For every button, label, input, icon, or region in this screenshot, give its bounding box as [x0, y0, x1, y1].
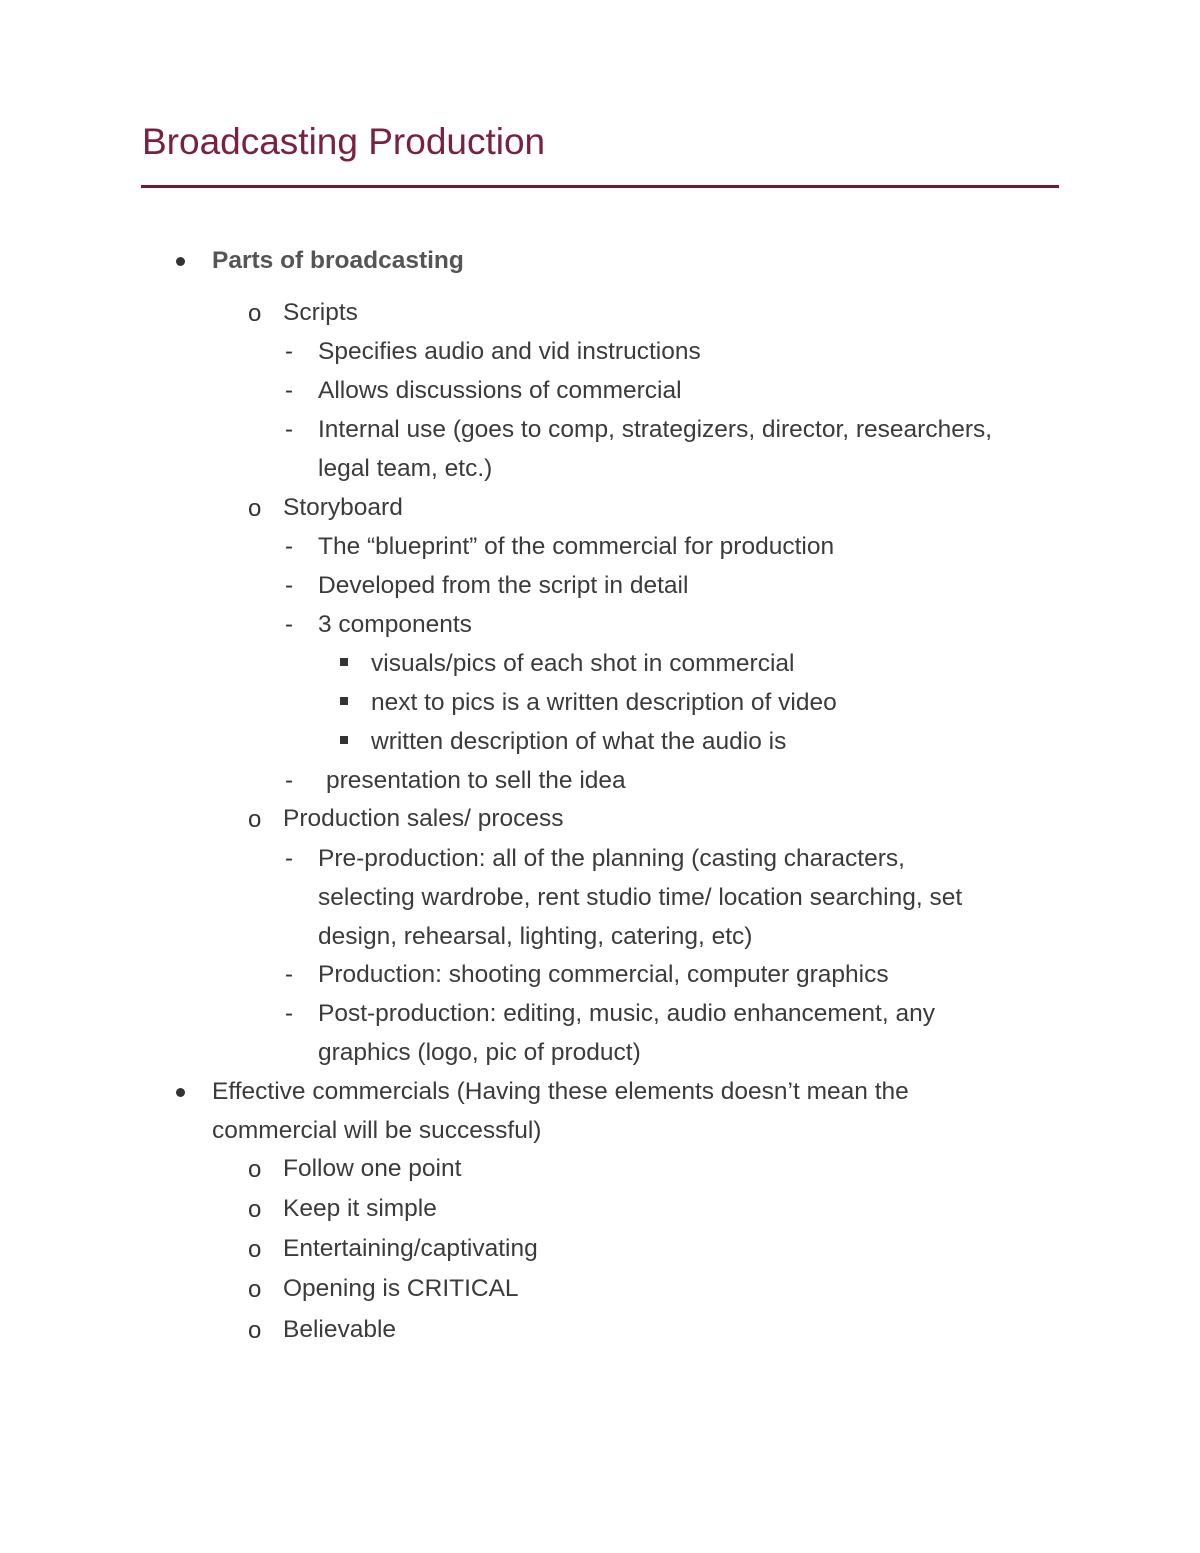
list-item-detail: Internal use (goes to comp, strategizers, director, researchers, [318, 416, 993, 443]
square-bullet-icon [340, 736, 348, 744]
list-item-detail: Specifies audio and vid instructions [318, 338, 701, 365]
list-item-storyboard: Storyboard [283, 494, 403, 521]
dash-bullet-icon: - [285, 572, 293, 599]
list-item-detail: Allows discussions of commercial [318, 377, 682, 404]
section-heading-effective-commercials: Effective commercials (Having these elements doesn’t mean the [212, 1078, 909, 1105]
circle-bullet-icon: o [248, 1276, 262, 1303]
dash-bullet-icon: - [285, 961, 293, 988]
list-item-component: next to pics is a written description of video [371, 689, 837, 716]
bullet-icon [176, 257, 185, 266]
list-item-detail-continued: graphics (logo, pic of product) [318, 1039, 641, 1066]
list-item-detail-continued: selecting wardrobe, rent studio time/ location searching, set [318, 884, 963, 911]
list-item-production-sales: Production sales/ process [283, 805, 564, 832]
circle-bullet-icon: o [248, 1236, 262, 1263]
list-item: Believable [283, 1316, 397, 1343]
circle-bullet-icon: o [248, 806, 262, 833]
list-item: Entertaining/captivating [283, 1235, 538, 1262]
title-divider [141, 185, 1059, 188]
circle-bullet-icon: o [248, 495, 262, 522]
dash-bullet-icon: - [285, 611, 293, 638]
list-item-scripts: Scripts [283, 299, 358, 326]
dash-bullet-icon: - [285, 533, 293, 560]
dash-bullet-icon: - [285, 416, 293, 443]
circle-bullet-icon: o [248, 300, 262, 327]
square-bullet-icon [340, 697, 348, 705]
bullet-icon [176, 1088, 185, 1097]
dash-bullet-icon: - [285, 845, 293, 872]
list-item-detail: 3 components [318, 611, 472, 638]
dash-bullet-icon: - [285, 1000, 293, 1027]
list-item-detail: Post-production: editing, music, audio enhancement, any [318, 1000, 935, 1027]
dash-bullet-icon: - [285, 767, 293, 794]
list-item-detail: Production: shooting commercial, computer graphics [318, 961, 889, 988]
square-bullet-icon [340, 658, 348, 666]
list-item: Opening is CRITICAL [283, 1275, 519, 1302]
list-item-detail: presentation to sell the idea [326, 767, 626, 794]
dash-bullet-icon: - [285, 338, 293, 365]
list-item-detail-continued: design, rehearsal, lighting, catering, etc) [318, 923, 753, 950]
circle-bullet-icon: o [248, 1196, 262, 1223]
list-item-component: visuals/pics of each shot in commercial [371, 650, 795, 677]
section-heading-continued: commercial will be successful) [212, 1117, 542, 1144]
dash-bullet-icon: - [285, 377, 293, 404]
list-item: Follow one point [283, 1155, 462, 1182]
page-title: Broadcasting Production [142, 121, 546, 162]
list-item-detail: Pre-production: all of the planning (casting characters, [318, 845, 905, 872]
circle-bullet-icon: o [248, 1317, 262, 1344]
list-item-detail: Developed from the script in detail [318, 572, 689, 599]
list-item-detail: The “blueprint” of the commercial for production [318, 533, 835, 560]
list-item-detail-continued: legal team, etc.) [318, 455, 493, 482]
list-item-component: written description of what the audio is [371, 728, 787, 755]
circle-bullet-icon: o [248, 1156, 262, 1183]
section-heading-parts-of-broadcasting: Parts of broadcasting [212, 247, 464, 274]
list-item: Keep it simple [283, 1195, 437, 1222]
